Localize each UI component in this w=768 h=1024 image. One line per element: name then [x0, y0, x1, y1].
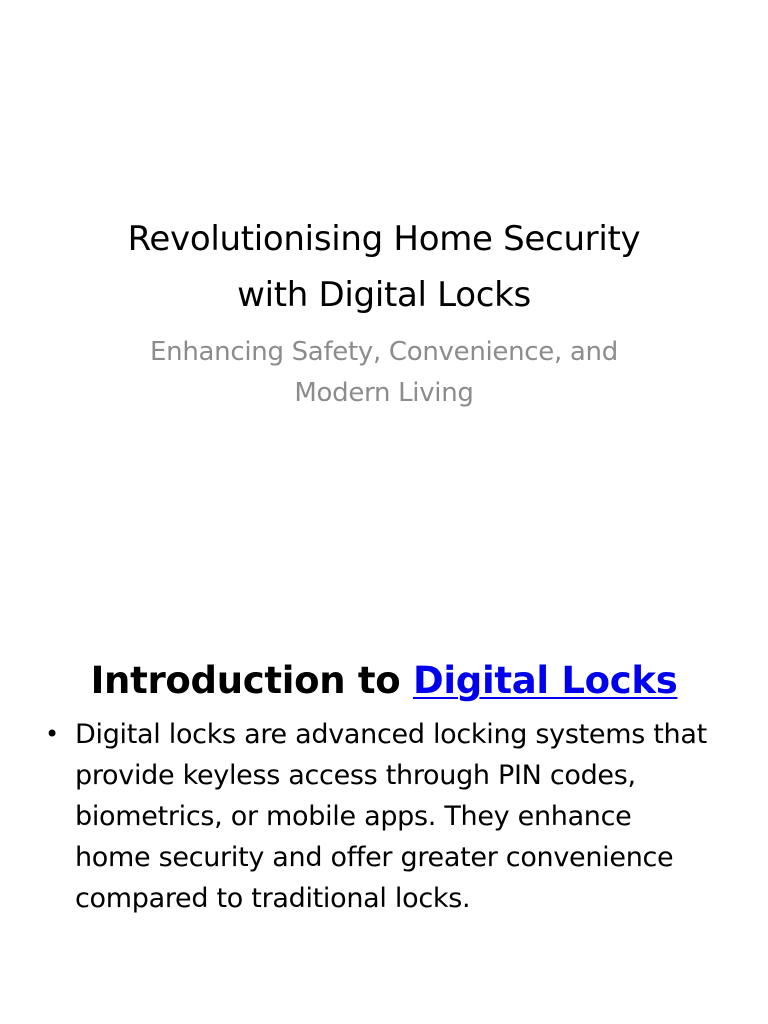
introduction-slide — [0, 576, 768, 1024]
bullet-line-2: provide keyless access through PIN codes, — [75, 760, 636, 791]
bullet-line-3: biometrics, or mobile apps. They enhance — [75, 801, 632, 832]
title-line-2: with Digital Locks — [237, 274, 531, 315]
bullet-list — [40, 714, 730, 919]
slide-title — [40, 211, 728, 323]
subtitle-line-1: Enhancing Safety, Convenience, and — [150, 337, 618, 367]
introduction-heading — [20, 655, 748, 707]
list-item — [40, 714, 730, 919]
title-line-1: Revolutionising Home Security — [127, 218, 641, 259]
bullet-icon: • — [45, 720, 59, 748]
digital-locks-link[interactable]: Digital Locks — [412, 658, 678, 702]
bullet-line-4: home security and offer greater convenience — [75, 842, 674, 873]
slide-subtitle — [90, 332, 678, 414]
bullet-line-1: Digital locks are advanced locking systems that — [75, 719, 707, 750]
subtitle-line-2: Modern Living — [294, 378, 474, 408]
heading-prefix: Introduction to — [90, 658, 413, 702]
bullet-line-5: compared to traditional locks. — [75, 883, 471, 914]
